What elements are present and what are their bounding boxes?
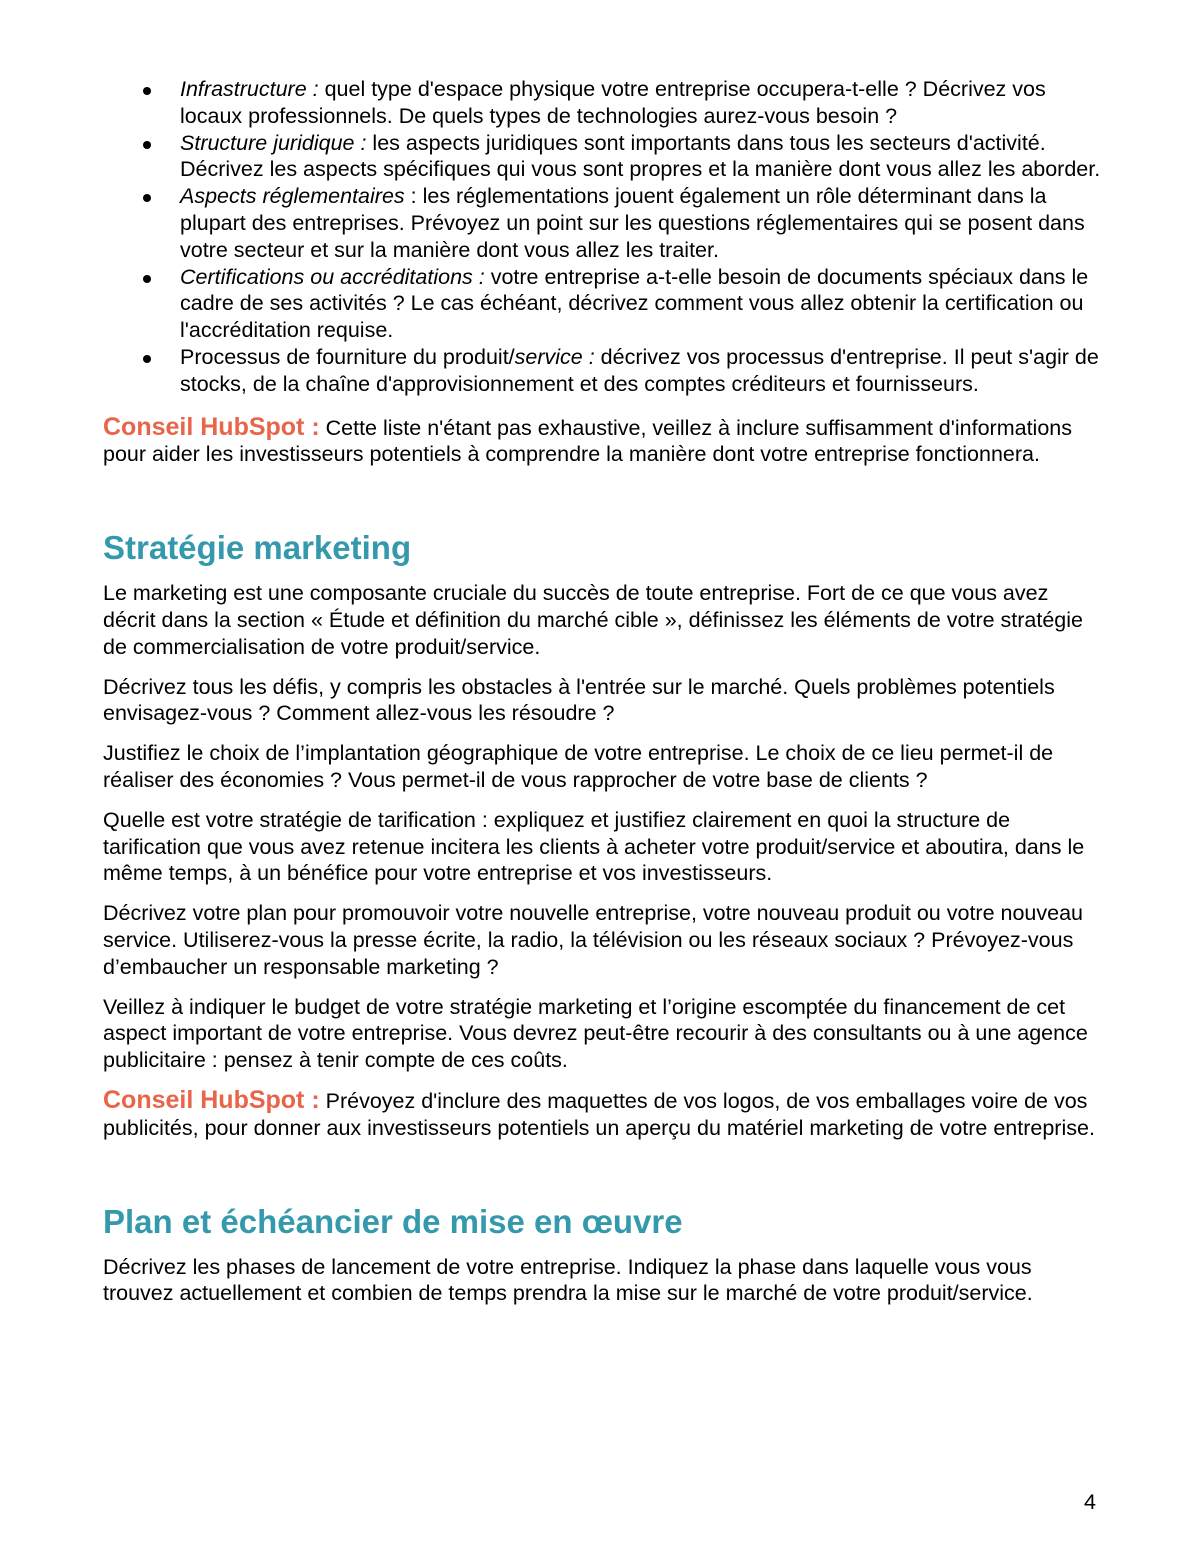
- bullet-text: : les réglementations jouent également un rôle déterminant dans la plupart des entreprises. Prévoyez un point sur les questions réglementaires qui se posent dans votre secteur et sur la manière dont vous allez les traiter.: [180, 184, 1085, 262]
- tip-text: Cette liste n'étant pas exhaustive, veillez à inclure suffisamment d'informations pour aider les investisseurs potentiels à comprendre la manière dont votre entreprise fonctionnera.: [103, 415, 1072, 467]
- tip-label: Conseil HubSpot :: [103, 412, 320, 441]
- list-item: [103, 76, 1103, 130]
- bullet-label: service :: [514, 344, 595, 369]
- tip-label: Conseil HubSpot :: [103, 1085, 320, 1114]
- marketing-paragraph: Justifiez le choix de l’implantation géographique de votre entreprise. Le choix de ce lieu permet-il de réaliser des économies ? Vous permet-il de vous rapprocher de votre base de clients ?: [103, 741, 1054, 792]
- hubspot-tip-marketing: [103, 1087, 1103, 1142]
- bullet-dot-icon: [143, 87, 151, 95]
- marketing-paragraph: Décrivez votre plan pour promouvoir votre nouvelle entreprise, votre nouveau produit ou votre nouveau service. Utiliserez-vous la presse écrite, la radio, la télévision ou les réseaux sociaux ? Prévoyez-vous d’embaucher un responsable marketing ?: [103, 901, 1084, 979]
- list-item: [103, 264, 1103, 344]
- tip-text: Prévoyez d'inclure des maquettes de vos logos, de vos emballages voire de vos publicités, pour donner aux investisseurs potentiels un aperçu du matériel marketing de votre entreprise.: [103, 1088, 1095, 1140]
- bullet-label: Structure juridique :: [180, 130, 367, 155]
- document-page: [103, 76, 1103, 1307]
- list-item: [103, 130, 1103, 184]
- section-title-implementation: Plan et échéancier de mise en œuvre: [103, 1202, 683, 1240]
- bullet-text: les aspects juridiques sont importants dans tous les secteurs d'activité. Décrivez les aspects spécifiques qui vous sont propres et la manière dont vous allez les aborder.: [180, 130, 1101, 182]
- marketing-paragraph: Quelle est votre stratégie de tarification : expliquez et justifiez clairement en quoi la structure de tarification que vous avez retenue incitera les clients à acheter votre produit/service et aboutira, dans le même temps, à un bénéfice pour votre entreprise et vos investisseurs.: [103, 807, 1085, 886]
- bullet-dot-icon: [143, 194, 151, 202]
- bullet-dot-icon: [143, 355, 151, 363]
- bullet-text: quel type d'espace physique votre entreprise occupera-t-elle ? Décrivez vos locaux professionnels. De quels types de technologies aurez-vous besoin ?: [180, 77, 1046, 128]
- bullet-label: Infrastructure :: [180, 77, 319, 101]
- bullet-dot-icon: [143, 141, 151, 149]
- bullet-text: décrivez vos processus d'entreprise. Il peut s'agir de stocks, de la chaîne d'approvisionnement et des comptes créditeurs et fournisseurs.: [180, 344, 1099, 396]
- list-item: [103, 183, 1103, 263]
- implementation-paragraph: Décrivez les phases de lancement de votre entreprise. Indiquez la phase dans laquelle vous vous trouvez actuellement et combien de temps prendra la mise sur le marché de votre produit/service.: [103, 1254, 1033, 1306]
- list-item: [103, 344, 1103, 398]
- bullet-label: Aspects réglementaires: [180, 184, 405, 209]
- marketing-paragraph: Veillez à indiquer le budget de votre stratégie marketing et l’origine escomptée du financement de cet aspect important de votre entreprise. Vous devrez peut-être recourir à des consultants ou à une agence publicitaire : pensez à tenir compte de ces coûts.: [103, 994, 1088, 1073]
- page-number: 4: [1084, 1490, 1096, 1514]
- bullet-text: votre entreprise a-t-elle besoin de documents spéciaux dans le cadre de ses activités ? Le cas échéant, décrivez comment vous allez obtenir la certification ou l'accréditation requise.: [180, 264, 1089, 343]
- bullet-prefix: Processus de fourniture du produit/: [180, 344, 515, 369]
- hubspot-tip-operations: [103, 414, 1103, 469]
- marketing-paragraph: Le marketing est une composante cruciale du succès de toute entreprise. Fort de ce que vous avez décrit dans la section « Étude et définition du marché cible », définissez les éléments de votre stratégie de commercialisation de votre produit/service.: [103, 581, 1083, 659]
- bullet-dot-icon: [143, 275, 151, 283]
- marketing-paragraph: Décrivez tous les défis, y compris les obstacles à l'entrée sur le marché. Quels problèmes potentiels envisagez-vous ? Comment allez-vous les résoudre ?: [103, 674, 1055, 726]
- section-title-marketing: Stratégie marketing: [103, 529, 412, 567]
- bullet-list: [103, 76, 1103, 398]
- bullet-label: Certifications ou accréditations :: [180, 264, 485, 289]
